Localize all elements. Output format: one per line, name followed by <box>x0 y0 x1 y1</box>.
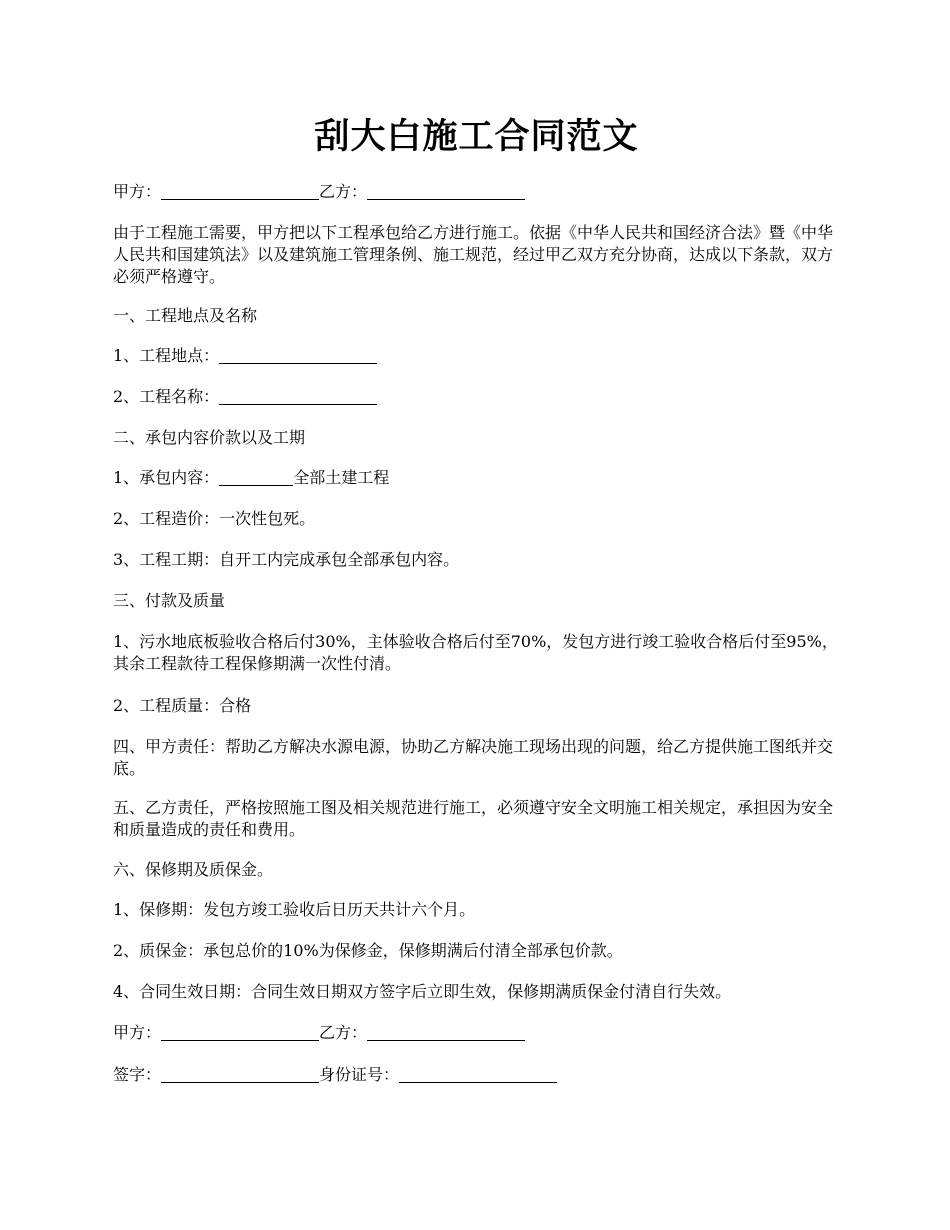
section4-paragraph: 四、甲方责任：帮助乙方解决水源电源，协助乙方解决施工现场出现的问题，给乙方提供施工图纸并交底。 <box>113 737 834 778</box>
s6-effective-line: 4、合同生效日期：合同生效日期双方签字后立即生效，保修期满质保金付清自行失效。 <box>113 982 732 1001</box>
s2-duration-line: 3、工程工期：自开工内完成承包全部承包内容。 <box>113 550 460 569</box>
id-blank <box>399 1066 557 1083</box>
party-a-blank-bottom <box>161 1024 319 1041</box>
party-b-label-bottom: 乙方： <box>319 1023 368 1042</box>
s1-name-blank <box>219 388 377 405</box>
section5-paragraph: 五、乙方责任，严格按照施工图及相关规范进行施工，必须遵守安全文明施工相关规定，承担因为安全和质量造成的责任和费用。 <box>113 798 834 839</box>
party-a-label: 甲方： <box>113 182 162 201</box>
section6-heading: 六、保修期及质保金。 <box>113 860 274 879</box>
intro-paragraph: 由于工程施工需要，甲方把以下工程承包给乙方进行施工。依据《中华人民共和国经济合法》暨《中华人民共和国建筑法》以及建筑施工管理条例、施工规范，经过甲乙双方充分协商，达成以下条款，双方必须严格遵守。 <box>113 223 834 286</box>
id-label: 身份证号： <box>319 1065 400 1084</box>
section3-heading: 三、付款及质量 <box>113 591 226 610</box>
parties-line-bottom <box>113 1022 840 1044</box>
s2-content-blank <box>219 469 293 486</box>
party-b-blank <box>367 183 525 200</box>
sign-label: 签字： <box>113 1065 162 1084</box>
section2-heading: 二、承包内容价款以及工期 <box>113 428 306 447</box>
section1-heading: 一、工程地点及名称 <box>113 306 258 325</box>
s1-location-line <box>113 345 840 367</box>
s6-warranty-line: 1、保修期：发包方竣工验收后日历天共计六个月。 <box>113 900 476 919</box>
signature-line <box>113 1064 840 1086</box>
s2-content-label: 1、承包内容： <box>113 468 220 487</box>
s3-quality-line: 2、工程质量：合格 <box>113 696 252 715</box>
sign-blank <box>161 1066 319 1083</box>
s2-price-line: 2、工程造价：一次性包死。 <box>113 509 316 528</box>
s6-deposit-line: 2、质保金：承包总价的10%为保修金，保修期满后付清全部承包价款。 <box>113 941 623 960</box>
party-b-label: 乙方： <box>319 182 368 201</box>
s2-content-line <box>113 467 840 489</box>
s1-location-blank <box>219 347 377 364</box>
s1-name-label: 2、工程名称： <box>113 387 220 406</box>
party-b-blank-bottom <box>367 1024 525 1041</box>
s1-name-line <box>113 386 840 408</box>
s3-payment-paragraph: 1、污水地底板验收合格后付30%，主体验收合格后付至70%，发包方进行竣工验收合格后付至95%，其余工程款待工程保修期满一次性付清。 <box>113 632 838 673</box>
document-title: 刮大白施工合同范文 <box>314 116 639 157</box>
parties-line-top <box>113 181 840 203</box>
s1-location-label: 1、工程地点： <box>113 346 220 365</box>
party-a-blank <box>161 183 319 200</box>
party-a-label-bottom: 甲方： <box>113 1023 162 1042</box>
s2-content-suffix: 全部土建工程 <box>293 468 390 487</box>
